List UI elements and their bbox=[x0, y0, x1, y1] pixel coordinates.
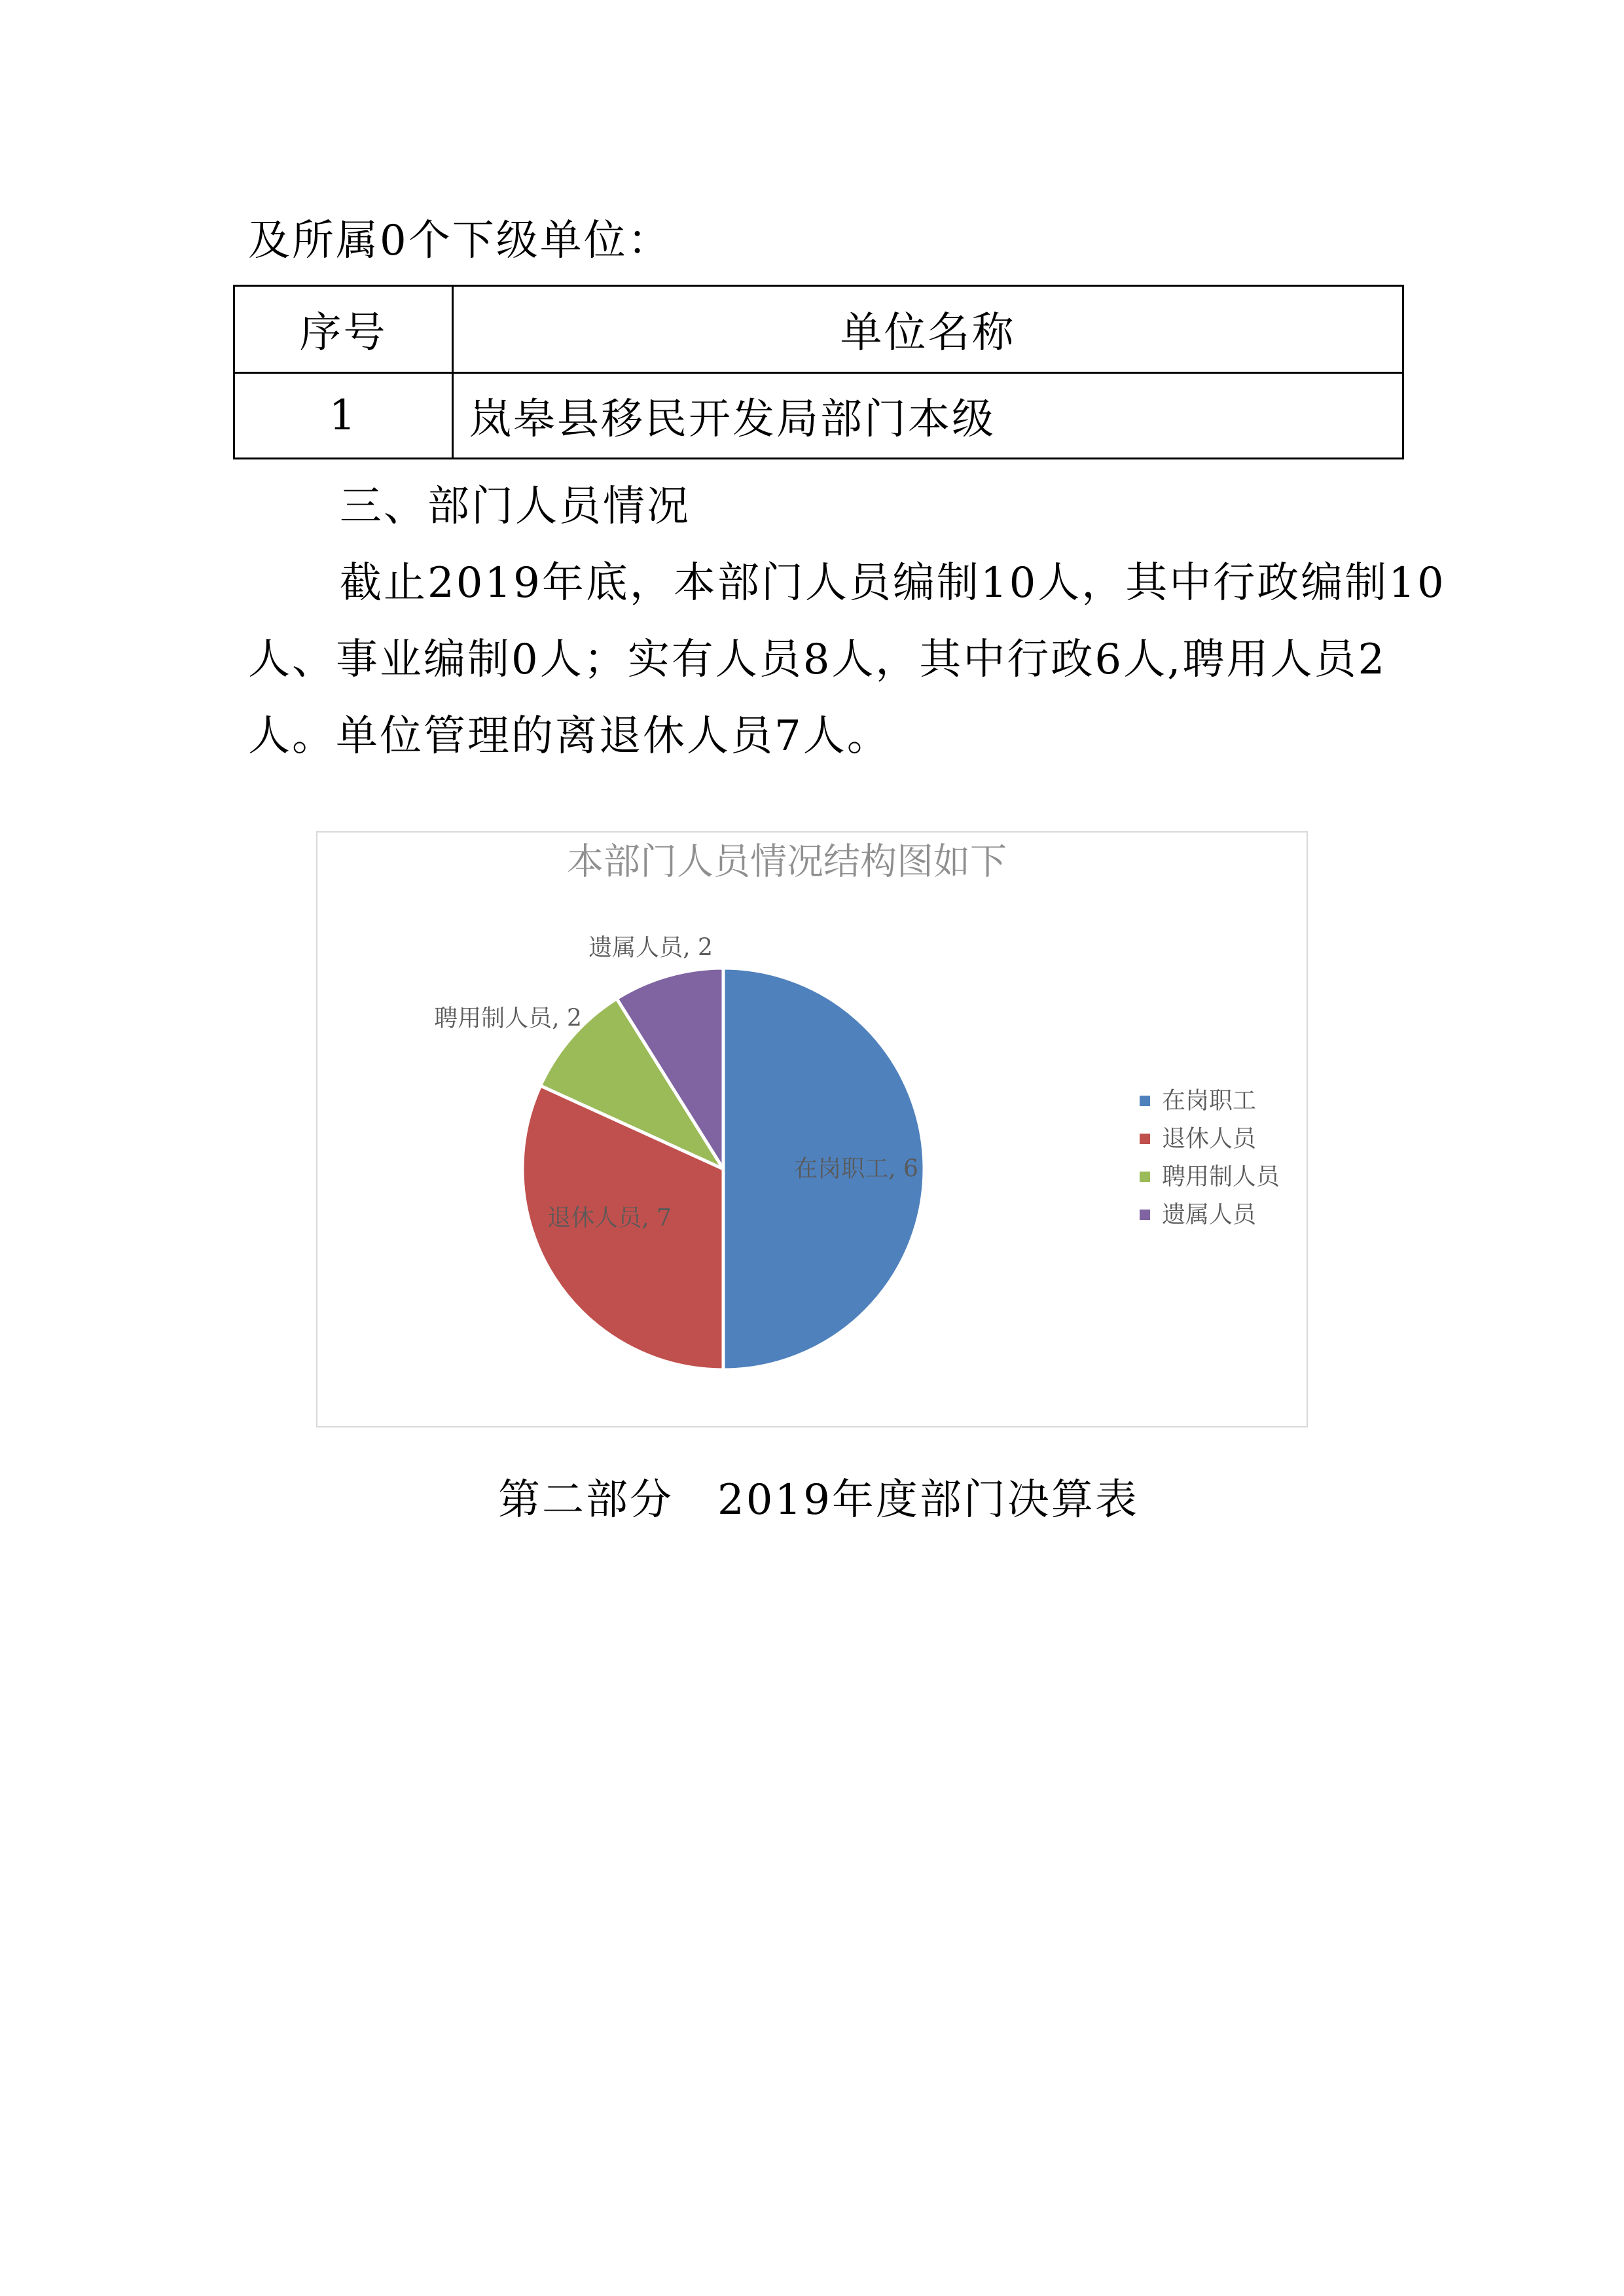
data-label: 在岗职工, 6 bbox=[794, 1155, 918, 1183]
legend-label: 在岗职工 bbox=[1162, 1087, 1257, 1115]
legend-item bbox=[1140, 1164, 1282, 1191]
table-header-row bbox=[234, 286, 1403, 373]
part-heading: 第二部分 2019年度部门决算表 bbox=[498, 1476, 1139, 1524]
legend-item bbox=[1140, 1088, 1256, 1115]
legend-marker bbox=[1140, 1210, 1150, 1220]
legend-marker bbox=[1140, 1172, 1150, 1182]
legend-item bbox=[1140, 1126, 1258, 1153]
legend-marker bbox=[1140, 1134, 1150, 1144]
legend-marker bbox=[1140, 1096, 1150, 1106]
data-label: 遗属人员, 2 bbox=[588, 934, 713, 961]
data-label: 聘用制人员, 2 bbox=[434, 1005, 582, 1032]
units-table bbox=[233, 285, 1404, 459]
header-index: 序号 bbox=[234, 286, 453, 373]
pie-chart-canvas bbox=[317, 833, 1307, 1426]
legend-label: 遗属人员 bbox=[1162, 1201, 1257, 1229]
paragraph-line: 截止2019年底，本部门人员编制10人，其中行政编制10 bbox=[340, 559, 1446, 607]
legend-label: 聘用制人员 bbox=[1162, 1163, 1280, 1191]
chart-legend bbox=[1140, 1088, 1282, 1229]
table-row bbox=[234, 373, 1403, 459]
paragraph-line: 人。单位管理的离退休人员7人。 bbox=[248, 712, 891, 761]
header-unit-name: 单位名称 bbox=[453, 286, 1403, 373]
chart-title: 本部门人员情况结构图如下 bbox=[567, 840, 1007, 884]
section-heading: 三、部门人员情况 bbox=[340, 482, 691, 531]
cell-index: 1 bbox=[234, 373, 453, 459]
legend-label: 退休人员 bbox=[1162, 1125, 1257, 1153]
personnel-pie-chart bbox=[316, 831, 1308, 1427]
paragraph-line: 人、事业编制0人；实有人员8人，其中行政6人,聘用人员2 bbox=[248, 636, 1387, 684]
legend-item bbox=[1140, 1202, 1258, 1229]
cell-unit-name: 岚皋县移民开发局部门本级 bbox=[453, 373, 1403, 459]
intro-line: 及所属0个下级单位： bbox=[248, 217, 672, 265]
data-label: 退休人员, 7 bbox=[547, 1204, 672, 1232]
